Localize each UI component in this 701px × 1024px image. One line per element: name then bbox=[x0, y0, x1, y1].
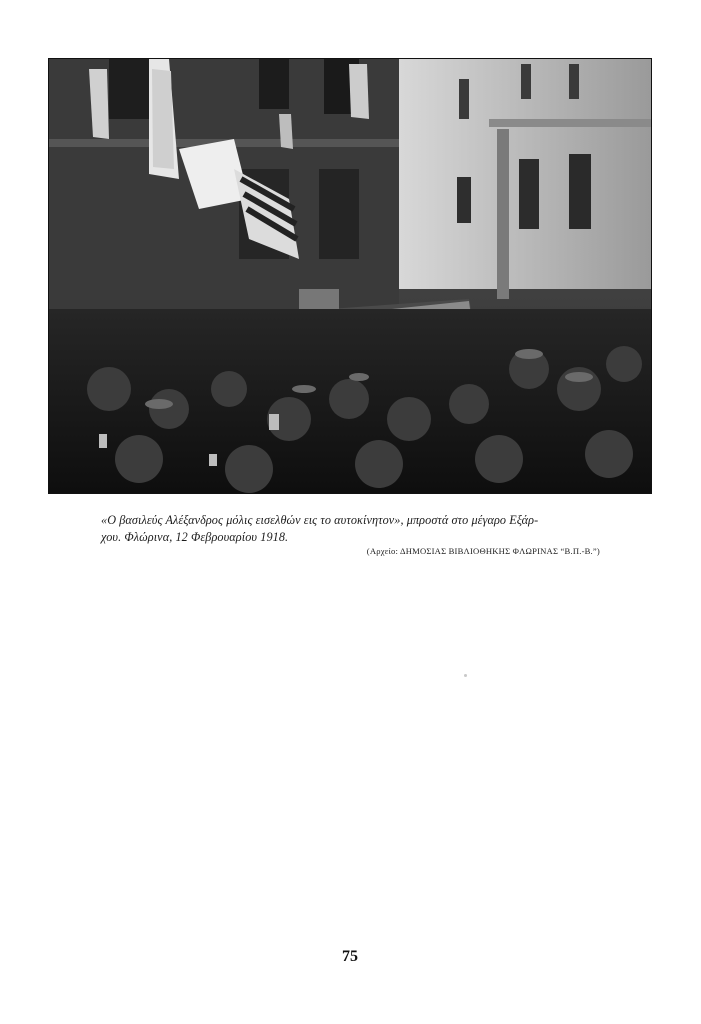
historical-photograph bbox=[48, 58, 652, 494]
caption-line-2: χου. Φλώρινα, 12 Φεβρουαρίου 1918. bbox=[101, 530, 289, 544]
photo-illustration bbox=[49, 59, 651, 493]
caption-line-1: «Ο βασιλεύς Αλέξανδρος μόλις εισελθών εις το αυτοκίνητον», μπροστά στο μέγαρο Εξάρ- bbox=[101, 513, 539, 527]
scan-speck bbox=[464, 674, 467, 677]
archive-credit: (Αρχείο: ΔΗΜΟΣΙΑΣ ΒΙΒΛΙΟΘΗΚΗΣ ΦΛΩΡΙΝΑΣ “Β.Π.-Β.”) bbox=[366, 546, 600, 556]
page-number: 75 bbox=[342, 948, 358, 965]
photo-caption bbox=[101, 512, 601, 546]
